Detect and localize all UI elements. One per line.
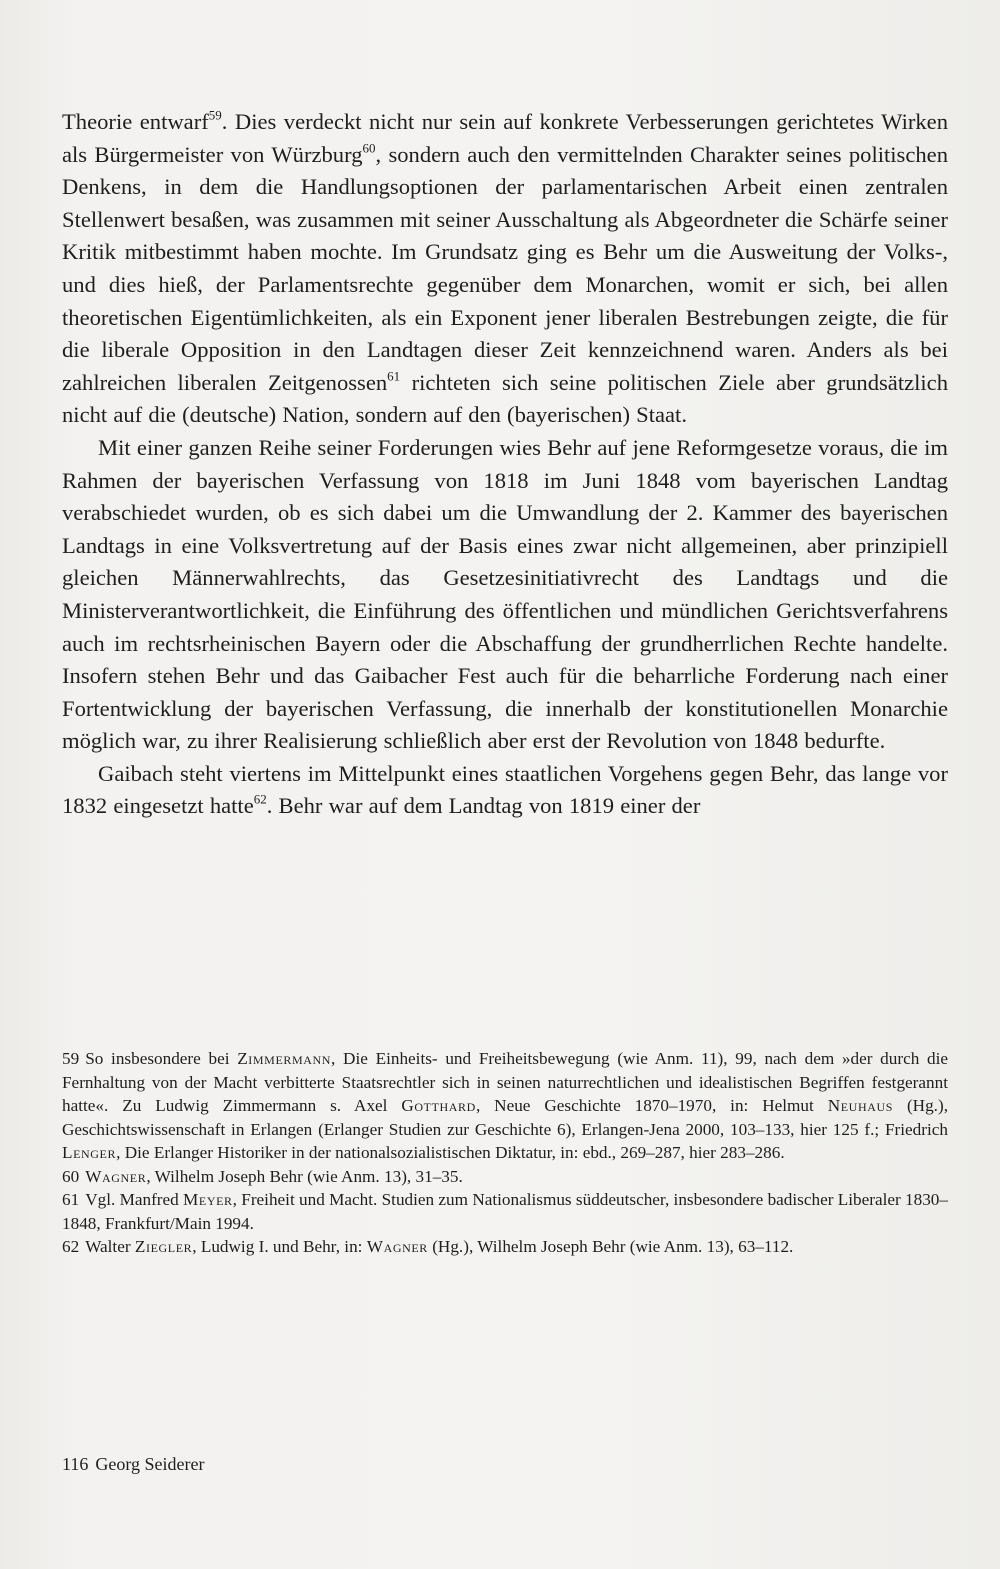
author-name: Meyer (183, 1190, 233, 1209)
author-name: Wagner (366, 1237, 428, 1256)
text-run: . Behr war auf dem Landtag von 1819 einer der (266, 793, 701, 819)
author-name: Wagner (85, 1166, 147, 1186)
footnote-61 (62, 1188, 948, 1235)
author-name: Lenger (62, 1143, 117, 1162)
paragraph-1 (62, 106, 948, 432)
footnotes (62, 1047, 948, 1259)
main-text (62, 106, 948, 823)
text-run: , Die Erlanger Historiker in der nationalsozialistischen Diktatur, in: ebd., 269–287, hier 283–286. (116, 1143, 785, 1162)
footnote-ref-61[interactable]: 61 (387, 368, 401, 384)
page-footer (62, 1452, 211, 1476)
author-name: Ziegler (134, 1237, 193, 1256)
author-name: Gotthard (401, 1096, 476, 1115)
author-name: Zimmermann (237, 1049, 332, 1068)
paragraph-3 (62, 758, 948, 823)
text-run: (Hg.), Geschichtswissenschaft in Erlangen (Erlanger Studien zur Geschichte 6), Erlangen-Jena 2000, 103–133, hier 125 f.; Friedrich (62, 1096, 948, 1139)
text-run: Gaibach steht viertens im Mittelpunkt eines staatlichen Vorgehens gegen Behr, das lange vor 1832 eingesetzt hatte (62, 760, 948, 819)
footnote-ref-60[interactable]: 60 (362, 140, 376, 156)
text-run: Theorie entwarf (62, 109, 209, 134)
text-run: , Wilhelm Joseph Behr (wie Anm. 13), 31–35. (146, 1166, 463, 1186)
text-run: , Freiheit und Macht. Studien zum Nationalismus süddeutscher, insbesondere badischer Liberaler 1830–1848, Frankfurt/Main 1994. (62, 1190, 948, 1233)
page-number: 116 (62, 1454, 89, 1474)
text-run: (Hg.), Wilhelm Joseph Behr (wie Anm. 13), 63–112. (427, 1237, 794, 1256)
author-name: Neuhaus (827, 1096, 894, 1115)
text-run: richteten sich seine politischen Ziele aber grundsätzlich nicht auf die (deutsche) Nation, sondern auf den (bayerischen) Staat. (62, 369, 949, 428)
footnote-number: 61 (62, 1190, 80, 1209)
paragraph-2: Mit einer ganzen Reihe seiner Forderungen wies Behr auf jene Reformgesetze voraus, die im Rahmen der bayerischen Verfassung von 1818 im Juni 1848 vom bayerischen Landtag verabschiedet wurden, ob es sich dabei um die Umwandlung der 2. Kammer des bayerischen Landtags in eine Volksvertretung auf der Basis eines zwar nicht allgemeinen, aber prinzipiell gleichen Männerwahlrechts, das Gesetzesinitiativrecht des Landtags und die Ministerverantwortlichkeit, die Einführung des öffentlichen und mündlichen Gerichtsverfahrens auch im rechtsrheinischen Bayern oder die Abschaffung der grundherrlichen Rechte handelte. Insofern stehen Behr und das Gaibacher Fest auch für die beharrliche Forderung nach einer Fortentwicklung der bayerischen Verfassung, die innerhalb der konstitutionellen Monarchie möglich war, zu ihrer Realisierung schließlich aber erst der Revolution von 1848 bedurfte. (62, 434, 948, 754)
footnote-number: 62 (62, 1237, 80, 1256)
text-run: , Die Einheits- und Freiheitsbewegung (wie Anm. 11), 99, nach dem »der durch die Fernhaltung von der Macht verbitterte Staatsrechtler sich in seinen naturrechtlichen und idealistischen Begriffen festgerannt hatte«. Zu Ludwig Zimmermann s. Axel (62, 1049, 948, 1115)
text-run: Vgl. Manfred (85, 1190, 184, 1209)
text-run: Walter (85, 1237, 135, 1256)
footnote-number: 60 (62, 1166, 80, 1186)
footnote-number: 59 (62, 1049, 80, 1068)
footnote-ref-59[interactable]: 59 (208, 107, 222, 123)
text-run: , Ludwig I. und Behr, in: (192, 1237, 367, 1256)
text-run: , sondern auch den vermittelnden Charakter seines politischen Denkens, in dem die Handlungsoptionen der parlamentarischen Arbeit einen zentralen Stellenwert besaßen, was zusammen mit seiner Ausschaltung als Abgeordneter die Schärfe seiner Kritik mitbestimmt haben mochte. Im Grundsatz ging es Behr um die Ausweitung der Volks-, und dies hieß, der Parlamentsrechte gegenüber dem Monarchen, womit er sich, bei allen theoretischen Eigentümlichkeiten, als ein Exponent jener liberalen Bestrebungen zeigte, die für die liberale Opposition in den Landtagen dieser Zeit kennzeichnend waren. Anders als bei zahlreichen liberalen Zeitgenossen (62, 141, 949, 395)
footnote-59 (62, 1047, 948, 1165)
footnote-62 (62, 1235, 948, 1259)
text-run: So insbesondere bei (85, 1049, 238, 1068)
footnote-ref-62[interactable]: 62 (253, 792, 267, 808)
footnote-60 (62, 1165, 948, 1189)
text-run: . Dies verdeckt nicht nur sein auf konkrete Verbesserungen gerichtetes Wirken als Bürgermeister von Würzburg (62, 109, 948, 167)
text-run: , Neue Geschichte 1870–1970, in: Helmut (475, 1096, 828, 1115)
running-author: Georg Seiderer (95, 1454, 205, 1474)
